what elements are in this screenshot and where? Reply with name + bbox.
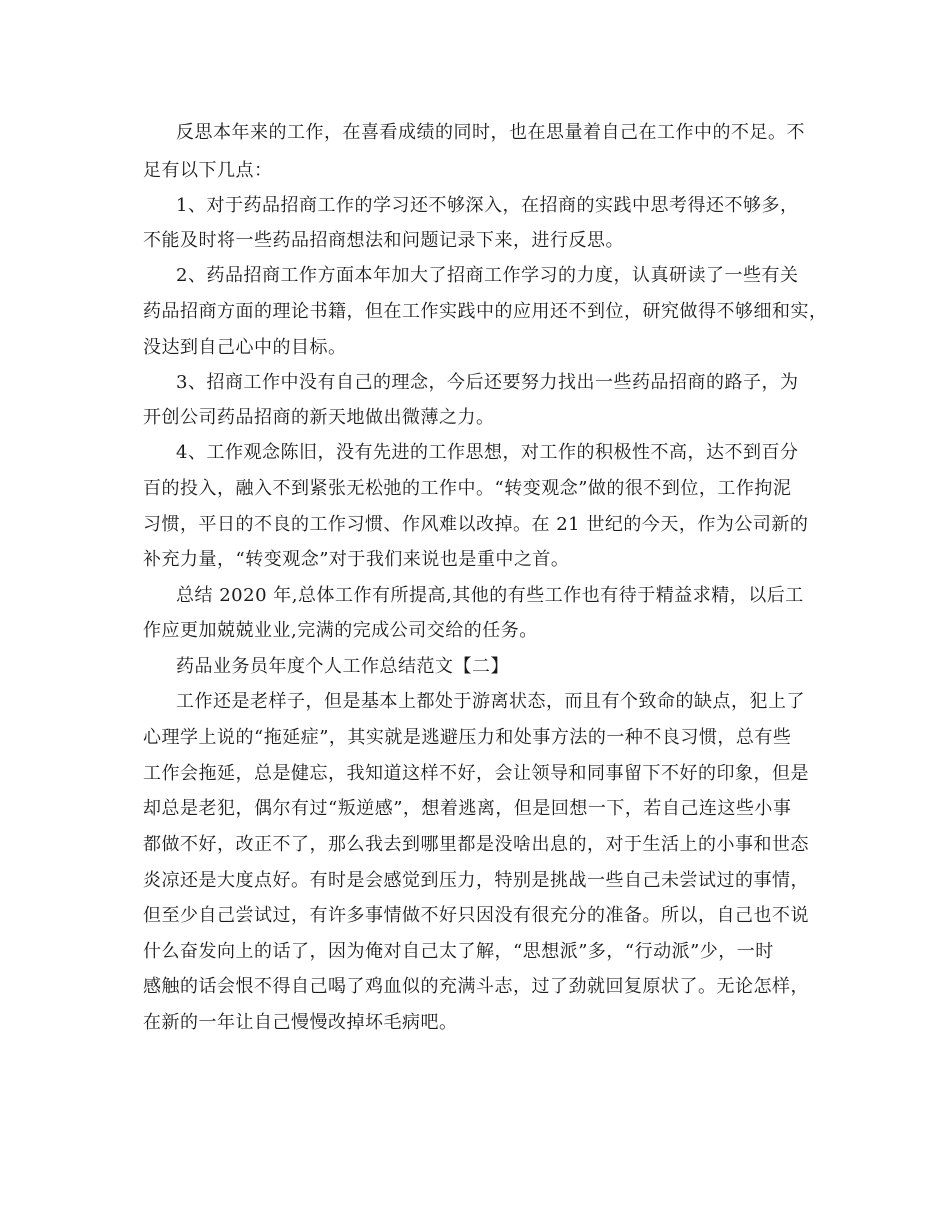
text-line: 工作会拖延，总是健忘，我知道这样不好，会让领导和同事留下不好的印象，但是 xyxy=(143,763,809,784)
text-line: 工作还是老样子，但是基本上都处于游离状态，而且有个致命的缺点，犯上了 xyxy=(176,691,805,712)
text-line: 什么奋发向上的话了，因为俺对自己太了解，“思想派”多，“行动派”少，一时 xyxy=(143,941,774,962)
text-line: 4、工作观念陈旧，没有先进的工作思想，对工作的积极性不高，达不到百分 xyxy=(176,442,799,463)
text-line: 作应更加兢兢业业,完满的完成公司交给的任务。 xyxy=(143,620,538,641)
text-line: 但至少自己尝试过，有许多事情做不好只因没有很充分的准备。所以，自己也不说 xyxy=(143,905,809,926)
text-line: 药品招商方面的理论书籍，但在工作实践中的应用还不到位，研究做得不够细和实， xyxy=(143,301,828,322)
text-line: 却总是老犯，偶尔有过“叛逆感”，想着逃离，但是回想一下，若自己连这些小事 xyxy=(143,798,792,819)
text-line: 2、药品招商工作方面本年加大了招商工作学习的力度，认真研读了一些有关 xyxy=(176,265,799,286)
text-line: 没达到自己心中的目标。 xyxy=(143,337,347,358)
section-heading: 药品业务员年度个人工作总结范文【二】 xyxy=(176,656,509,677)
text-line: 百的投入，融入不到紧张无松弛的工作中。“转变观念”做的很不到位，工作拘泥 xyxy=(143,478,792,499)
text-line: 不能及时将一些药品招商想法和问题记录下来，进行反思。 xyxy=(143,230,624,251)
text-line: 开创公司药品招商的新天地做出微薄之力。 xyxy=(143,407,495,428)
text-line: 总结 2020 年,总体工作有所提高,其他的有些工作也有待于精益求精，以后工 xyxy=(176,585,804,606)
text-line: 足有以下几点： xyxy=(143,160,273,181)
text-line: 补充力量，“转变观念”对于我们来说也是重中之首。 xyxy=(143,549,570,570)
text-line: 3、招商工作中没有自己的理念，今后还要努力找出一些药品招商的路子，为 xyxy=(176,372,799,393)
text-line: 炎凉还是大度点好。有时是会感觉到压力，特别是挑战一些自己未尝试过的事情， xyxy=(143,870,809,891)
text-line: 1、对于药品招商工作的学习还不够深入，在招商的实践中思考得还不够多， xyxy=(176,195,799,216)
text-line: 在新的一年让自己慢慢改掉坏毛病吧。 xyxy=(143,1012,458,1033)
text-line: 心理学上说的“拖延症”，其实就是逃避压力和处事方法的一种不良习惯，总有些 xyxy=(143,727,792,748)
text-line: 习惯，平日的不良的工作习惯、作风难以改掉。在 21 世纪的今天，作为公司新的 xyxy=(143,514,809,535)
text-line: 反思本年来的工作，在喜看成绩的同时，也在思量着自己在工作中的不足。不 xyxy=(176,122,805,143)
text-line: 都做不好，改正不了，那么我去到哪里都是没啥出息的，对于生活上的小事和世态 xyxy=(143,834,809,855)
text-line: 感触的话会恨不得自己喝了鸡血似的充满斗志，过了劲就回复原状了。无论怎样， xyxy=(143,976,809,997)
